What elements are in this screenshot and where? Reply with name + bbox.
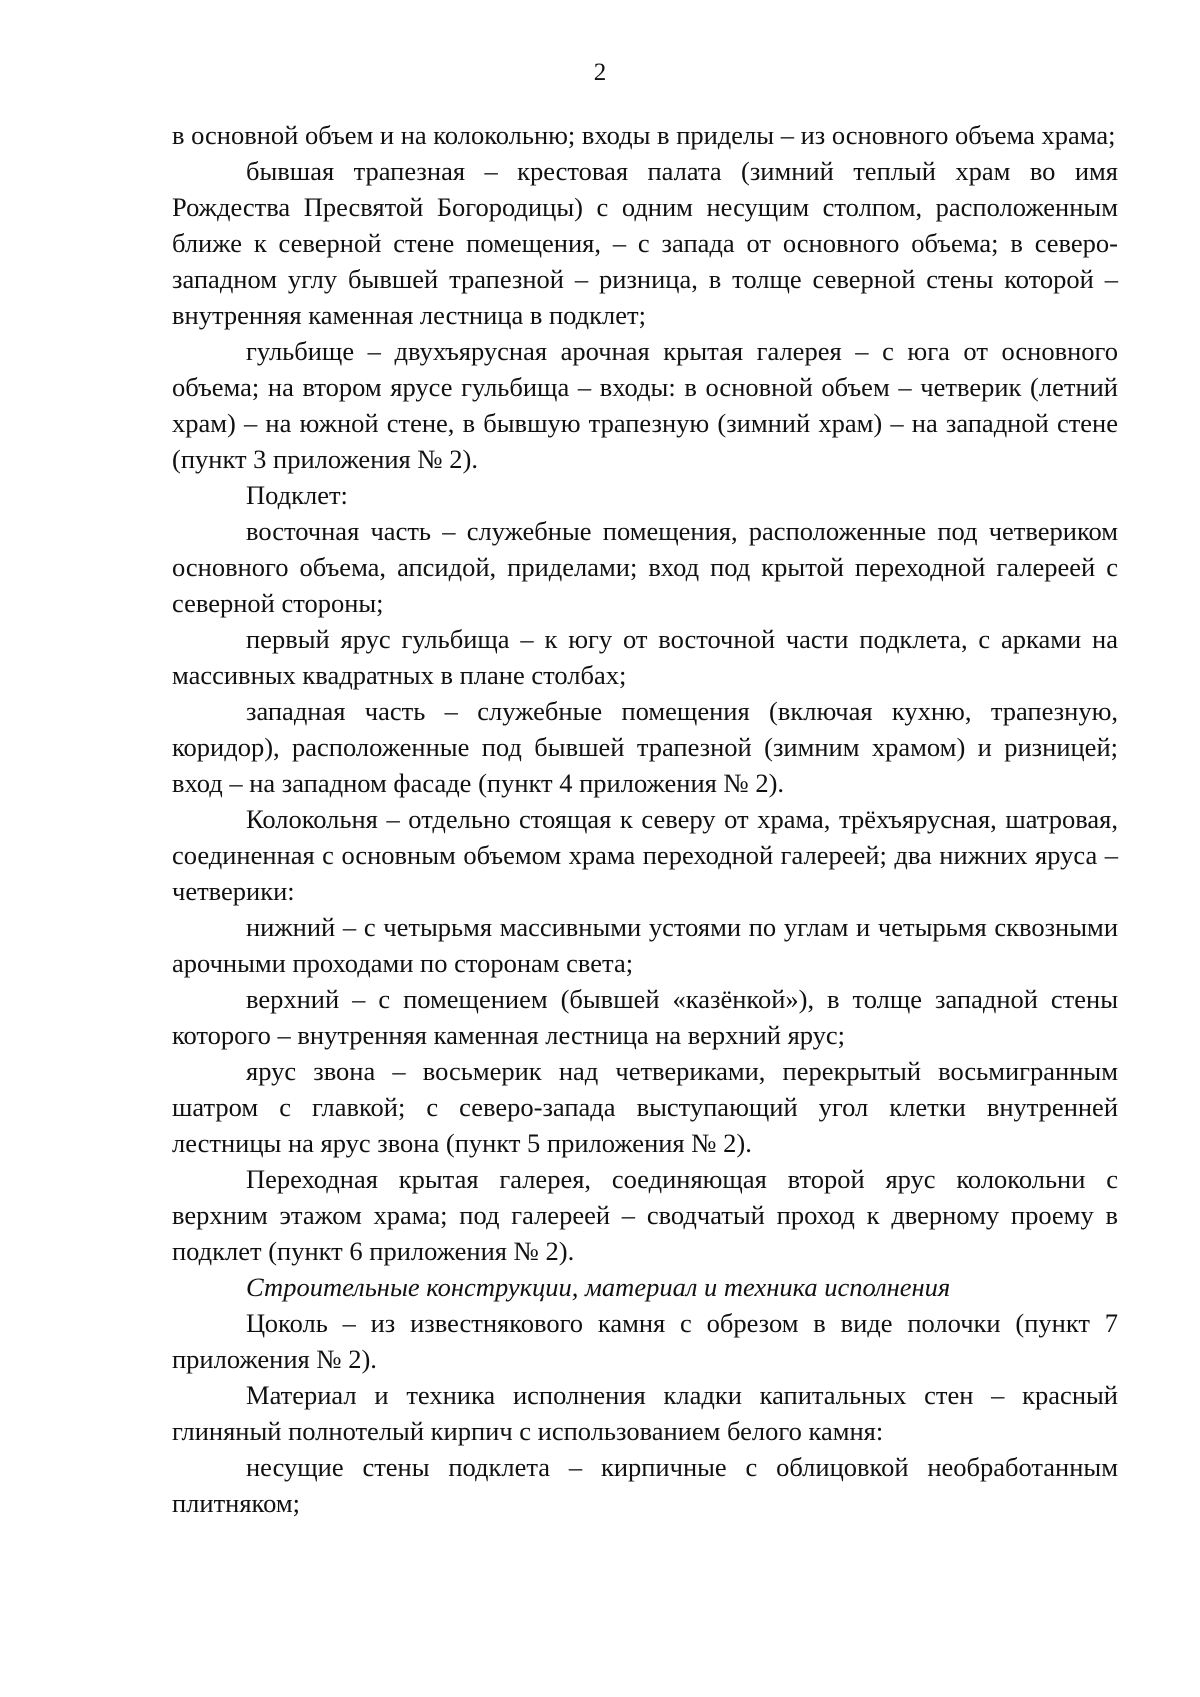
paragraph-eastern-part: восточная часть – служебные помещения, расположенные под четвериком основного объема, апсидой, приделами; вход под крытой переходной галереей с северной стороны; — [172, 516, 1118, 618]
page-number: 2 — [593, 59, 607, 86]
paragraph-bell-tower: Колокольня – отдельно стоящая к северу от храма, трёхъярусная, шатровая, соединенная с основным объемом храма переходной галереей; два нижних яруса – четверики: — [172, 804, 1118, 906]
paragraph-wall-material: Материал и техника исполнения кладки капитальных стен – красный глиняный полнотелый кирпич с использованием белого камня: — [172, 1380, 1118, 1446]
paragraph-first-tier: первый ярус гульбища – к югу от восточной части подклета, с арками на массивных квадратных в плане столбах; — [172, 624, 1118, 690]
paragraph-continuation: в основной объем и на колокольню; входы в приделы – из основного объема храма; — [172, 120, 1116, 150]
paragraph-lower-tier: нижний – с четырьмя массивными устоями по углам и четырьмя сквозными арочными проходами по сторонам света; — [172, 912, 1118, 978]
section-heading-construction: Строительные конструкции, материал и техника исполнения — [246, 1272, 951, 1302]
paragraph-former-refectory: бывшая трапезная – крестовая палата (зимний теплый храм во имя Рождества Пресвятой Богородицы) с одним несущим столпом, расположенным ближе к северной стене помещения, – с запада от основного объема; в северо-западном углу бывшей трапезной – ризница, в толще северной стены которой – внутренняя каменная лестница в подклет; — [172, 156, 1118, 330]
paragraph-upper-tier: верхний – с помещением (бывшей «казёнкой»), в толще западной стены которого – внутренняя каменная лестница на верхний ярус; — [172, 984, 1118, 1050]
document-body — [172, 117, 1118, 1521]
paragraph-podklet-walls: несущие стены подклета – кирпичные с облицовкой необработанным плитняком; — [172, 1452, 1118, 1518]
paragraph-ringing-tier: ярус звона – восьмерик над четвериками, перекрытый восьмигранным шатром с главкой; с северо-запада выступающий угол клетки внутренней лестницы на ярус звона (пункт 5 приложения № 2). — [172, 1056, 1118, 1158]
paragraph-covered-gallery: Переходная крытая галерея, соединяющая второй ярус колокольни с верхним этажом храма; под галереей – сводчатый проход к дверному проему в подклет (пункт 6 приложения № 2). — [172, 1164, 1118, 1266]
paragraph-gallery-gulbishche: гульбище – двухъярусная арочная крытая галерея – с юга от основного объема; на втором ярусе гульбища – входы: в основной объем – четверик (летний храм) – на южной стене, в бывшую трапезную (зимний храм) – на западной стене (пункт 3 приложения № 2). — [172, 336, 1118, 474]
paragraph-podklet-heading: Подклет: — [246, 480, 348, 510]
paragraph-western-part: западная часть – служебные помещения (включая кухню, трапезную, коридор), расположенные под бывшей трапезной (зимним храмом) и ризницей; вход – на западном фасаде (пункт 4 приложения № 2). — [172, 696, 1118, 798]
paragraph-plinth: Цоколь – из известнякового камня с обрезом в виде полочки (пункт 7 приложения № 2). — [172, 1308, 1118, 1374]
